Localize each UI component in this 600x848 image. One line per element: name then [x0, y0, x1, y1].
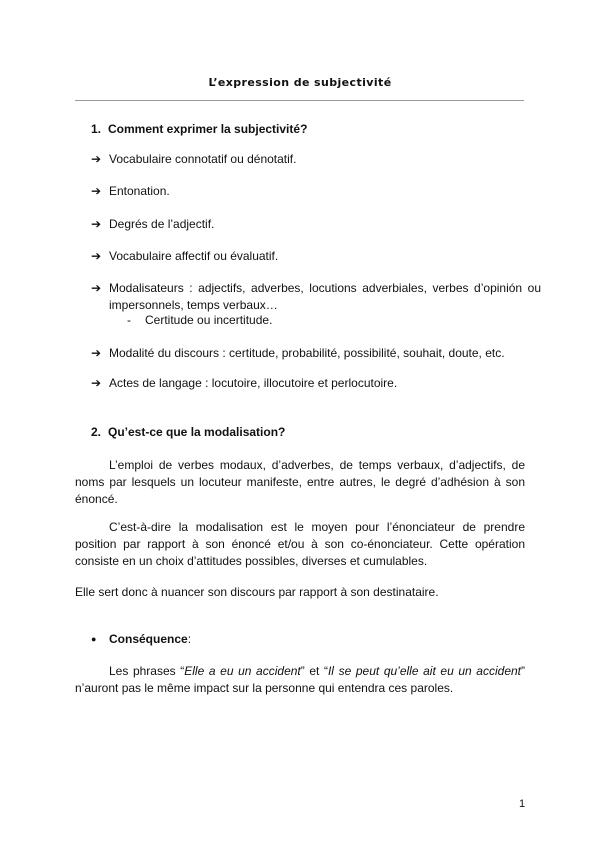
- list-item-text: Vocabulaire connotatif ou dénotatif.: [109, 152, 297, 166]
- consequence-paragraph: [75, 663, 525, 697]
- sub-list-item-text: Certitude ou incertitude.: [145, 313, 273, 327]
- consequence-label: Conséquence: [109, 632, 188, 646]
- paragraph: Elle sert donc à nuancer son discours par rapport à son destinataire.: [75, 585, 439, 599]
- arrow-icon: ➔: [91, 152, 102, 166]
- list-item-text: Degrés de l’adjectif.: [109, 217, 215, 231]
- sub-list-item: [127, 313, 272, 327]
- consequence-heading: [91, 632, 191, 646]
- list-item-text: Entonation.: [109, 184, 170, 198]
- list-item: [91, 183, 541, 200]
- list-item-text: Modalité du discours : certitude, probabilité, possibilité, souhait, doute, etc.: [109, 346, 505, 360]
- example-sentence-2: Il se peut qu’elle ait eu un accident: [327, 664, 521, 678]
- dash-marker: -: [127, 313, 131, 327]
- list-item: [91, 375, 541, 392]
- list-item: [91, 216, 541, 233]
- section-2-title: Qu’est-ce que la modalisation?: [108, 425, 286, 439]
- list-item: [91, 248, 541, 265]
- document-title: L’expression de subjectivité: [208, 76, 392, 89]
- title-divider: [75, 100, 524, 101]
- arrow-icon: ➔: [91, 217, 102, 231]
- section-2-number: 2.: [91, 425, 102, 439]
- list-item-text: Vocabulaire affectif ou évaluatif.: [109, 249, 279, 263]
- list-item: [91, 151, 541, 168]
- list-item: [91, 280, 541, 314]
- text-before: Les phrases “: [109, 664, 185, 678]
- arrow-icon: ➔: [91, 281, 102, 295]
- text-after: ” n’auront pas le même impact sur la personne qui entendra ces paroles.: [75, 664, 525, 695]
- example-sentence-1: Elle a eu un accident: [184, 664, 301, 678]
- list-item-text: Modalisateurs : adjectifs, adverbes, locutions adverbiales, verbes d’opinión ou impersonnels, temps verbaux…: [109, 281, 541, 312]
- arrow-icon: ➔: [91, 346, 102, 360]
- page-number: 1: [519, 798, 526, 810]
- section-1-number: 1.: [91, 122, 102, 136]
- list-item: [91, 345, 541, 362]
- arrow-icon: ➔: [91, 184, 102, 198]
- section-2-heading: [91, 425, 285, 439]
- paragraph: L’emploi de verbes modaux, d’adverbes, de temps verbaux, d’adjectifs, de noms par lesquels un locuteur manifeste, entre autres, le degré d’adhésion à son énoncé.: [75, 458, 525, 506]
- section-1-heading: [91, 122, 307, 136]
- text-middle: ” et “: [300, 664, 328, 678]
- arrow-icon: ➔: [91, 249, 102, 263]
- paragraph: C’est-à-dire la modalisation est le moyen pour l’énonciateur de prendre position par rapport à son énoncé et/ou à son co-énonciateur. Cette opération consiste en un choix d’attitudes possibles, diverses et cumulables.: [75, 520, 525, 568]
- consequence-colon: :: [187, 632, 192, 646]
- bullet-icon: ●: [91, 634, 97, 644]
- arrow-icon: ➔: [91, 376, 102, 390]
- section-1-title: Comment exprimer la subjectivité?: [108, 122, 308, 136]
- list-item-text: Actes de langage : locutoire, illocutoire et perlocutoire.: [109, 376, 398, 390]
